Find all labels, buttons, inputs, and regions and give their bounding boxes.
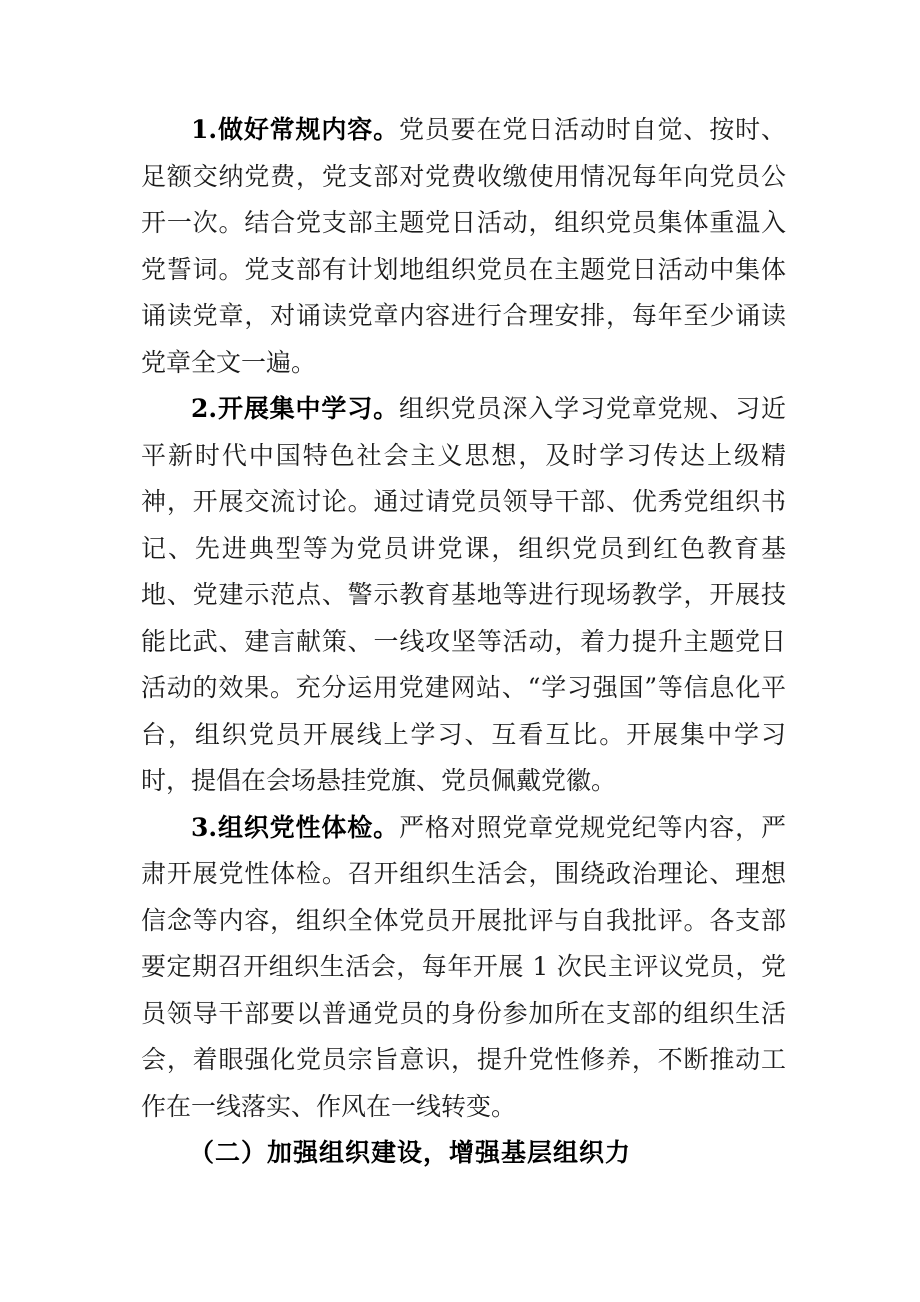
paragraph-2-body: 组织党员深入学习党章党规、习近平新时代中国特色社会主义思想，及时学习传达上级精神，开展交流讨论。通过请党员领导干部、优秀党组织书记、先进典型等为党员讲党课，组织党员到红色教育基地、党建示范点、警示教育基地等进行现场教学，开展技能比武、建言献策、一线攻坚等活动，着力提升主题党日活动的效果。充分运用党建网站、“学习强国”等信息化平台，组织党员开展线上学习、互看互比。开展集中学习时，提倡在会场悬挂党旗、党员佩戴党徽。 <box>141 394 786 795</box>
paragraph-1 <box>141 107 786 386</box>
paragraph-3-lead: 3.组织党性体检。 <box>191 812 399 842</box>
paragraph-2-lead: 2.开展集中学习。 <box>191 394 399 423</box>
paragraph-1-body: 党员要在党日活动时自觉、按时、足额交纳党费，党支部对党费收缴使用情况每年向党员公开一次。结合党支部主题党日活动，组织党员集体重温入党誓词。党支部有计划地组织党员在主题党日活动中集体诵读党章，对诵读党章内容进行合理安排，每年至少诵读党章全文一遍。 <box>141 115 786 377</box>
paragraph-2 <box>141 386 786 805</box>
paragraph-3 <box>141 805 786 1131</box>
paragraph-1-lead: 1.做好常规内容。 <box>191 115 399 144</box>
document-body <box>141 107 786 1177</box>
section-heading: （二）加强组织建设，增强基层组织力 <box>189 1138 632 1167</box>
paragraph-3-body: 严格对照党章党规党纪等内容，严肃开展党性体检。召开组织生活会，围绕政治理论、理想信念等内容，组织全体党员开展批评与自我批评。各支部要定期召开组织生活会，每年开展 1 次民主评议党员，党员领导干部要以普通党员的身份参加所在支部的组织生活会，着眼强化党员宗旨意识，提升党性修养，不断推动工作在一线落实、作风在一线转变。 <box>141 812 786 1121</box>
